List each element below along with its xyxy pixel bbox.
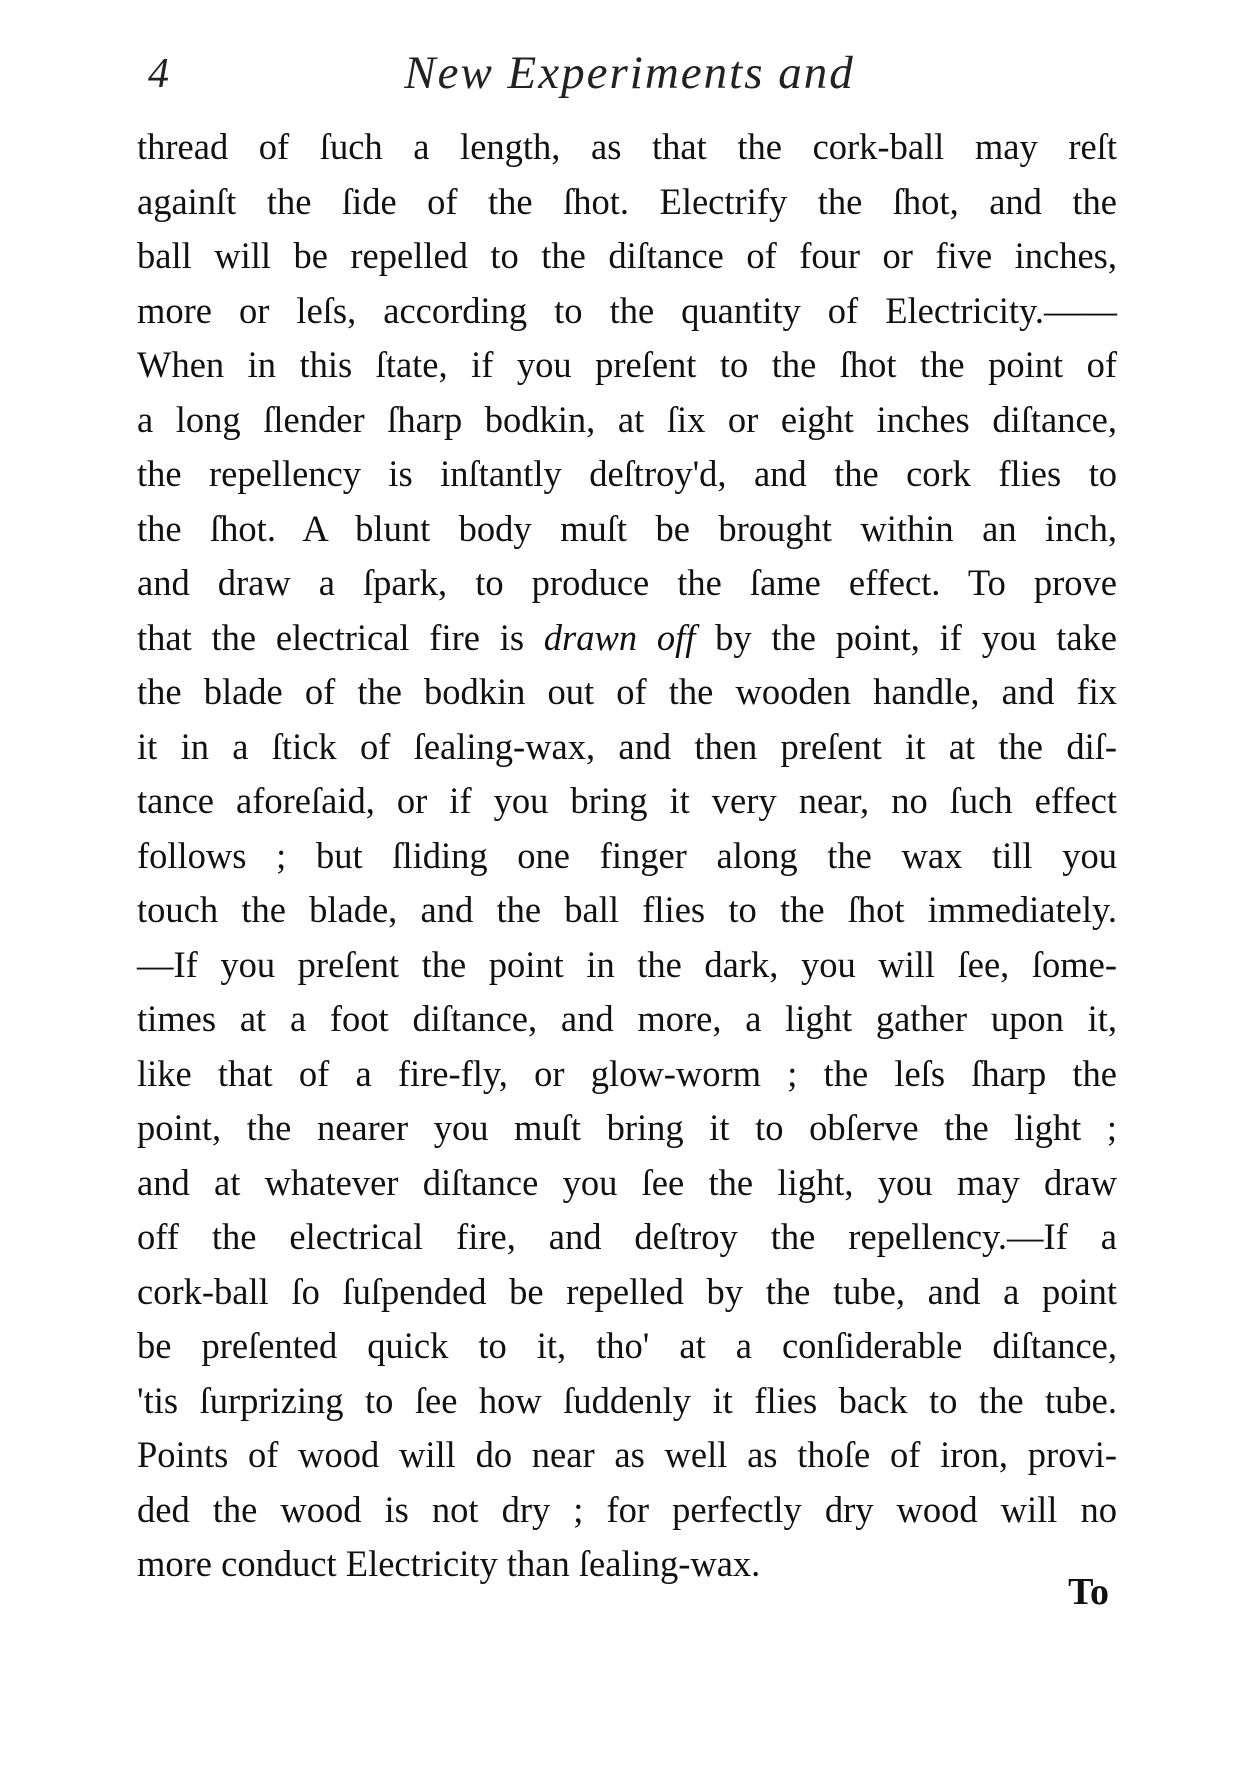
text-line: point, the nearer you muſt bring it to obſerve the light ; bbox=[137, 1107, 1117, 1148]
text-line: the repellency is inſtantly deſtroy'd, and the cork flies to bbox=[137, 453, 1117, 494]
catchword: To bbox=[1068, 1571, 1109, 1613]
text-line: the blade of the bodkin out of the wooden handle, and fix bbox=[137, 671, 1117, 712]
text-line: cork-ball ſo ſuſpended be repelled by the tube, and a point bbox=[137, 1270, 1117, 1312]
text-line: and draw a ſpark, to produce the ſame effect. To prove bbox=[137, 562, 1117, 603]
text-line: ded the wood is not dry ; for perfectly dry wood will no bbox=[137, 1488, 1117, 1530]
text-line: tance aforeſaid, or if you bring it very near, no ſuch effect bbox=[137, 780, 1117, 821]
text-segment: that the electrical fire is bbox=[137, 616, 544, 658]
text-line: When in this ſtate, if you preſent to the ſhot the point of bbox=[137, 344, 1117, 385]
text-line: the ſhot. A blunt body muſt be brought within an inch, bbox=[137, 507, 1117, 549]
text-line: Points of wood will do near as well as thoſe of iron, provi- bbox=[137, 1434, 1117, 1475]
text-line: times at a foot diſtance, and more, a light gather upon it, bbox=[137, 998, 1117, 1039]
text-line: more or leſs, according to the quantity of Electricity.—— bbox=[137, 289, 1117, 331]
text-line: againſt the ſide of the ſhot. Electrify the ſhot, and the bbox=[137, 180, 1117, 222]
italic-phrase: drawn off bbox=[543, 616, 696, 658]
running-title: New Experiments and bbox=[404, 47, 855, 99]
page-number: 4 bbox=[148, 51, 169, 97]
text-line: more conduct Electricity than ſealing-wax. bbox=[137, 1543, 761, 1584]
text-line: —If you preſent the point in the dark, you will ſee, ſome- bbox=[137, 943, 1117, 985]
text-line: and at whatever diſtance you ſee the light, you may draw bbox=[137, 1161, 1117, 1203]
text-line: 'tis ſurprizing to ſee how ſuddenly it flies back to the tube. bbox=[137, 1379, 1117, 1421]
running-head bbox=[0, 40, 1259, 110]
text-line: be preſented quick to it, tho' at a conſiderable diſtance, bbox=[137, 1325, 1117, 1366]
text-line: thread of ſuch a length, as that the cork-ball may reſt bbox=[137, 126, 1117, 167]
text-line: ball will be repelled to the diſtance of four or five inches, bbox=[137, 235, 1117, 276]
text-segment: by the point, if you take bbox=[695, 616, 1117, 658]
body-paragraph bbox=[137, 120, 1117, 1592]
text-line-with-italic bbox=[137, 611, 1117, 666]
text-line: a long ſlender ſharp bodkin, at ſix or eight inches diſtance, bbox=[137, 398, 1117, 440]
text-line: it in a ſtick of ſealing-wax, and then preſent it at the diſ- bbox=[137, 725, 1117, 767]
text-line: follows ; but ſliding one finger along the wax till you bbox=[137, 834, 1117, 876]
text-line: like that of a fire-fly, or glow-worm ; the leſs ſharp the bbox=[137, 1052, 1117, 1094]
text-line: off the electrical fire, and deſtroy the repellency.—If a bbox=[137, 1216, 1117, 1257]
text-line: touch the blade, and the ball flies to the ſhot immediately. bbox=[137, 889, 1117, 930]
